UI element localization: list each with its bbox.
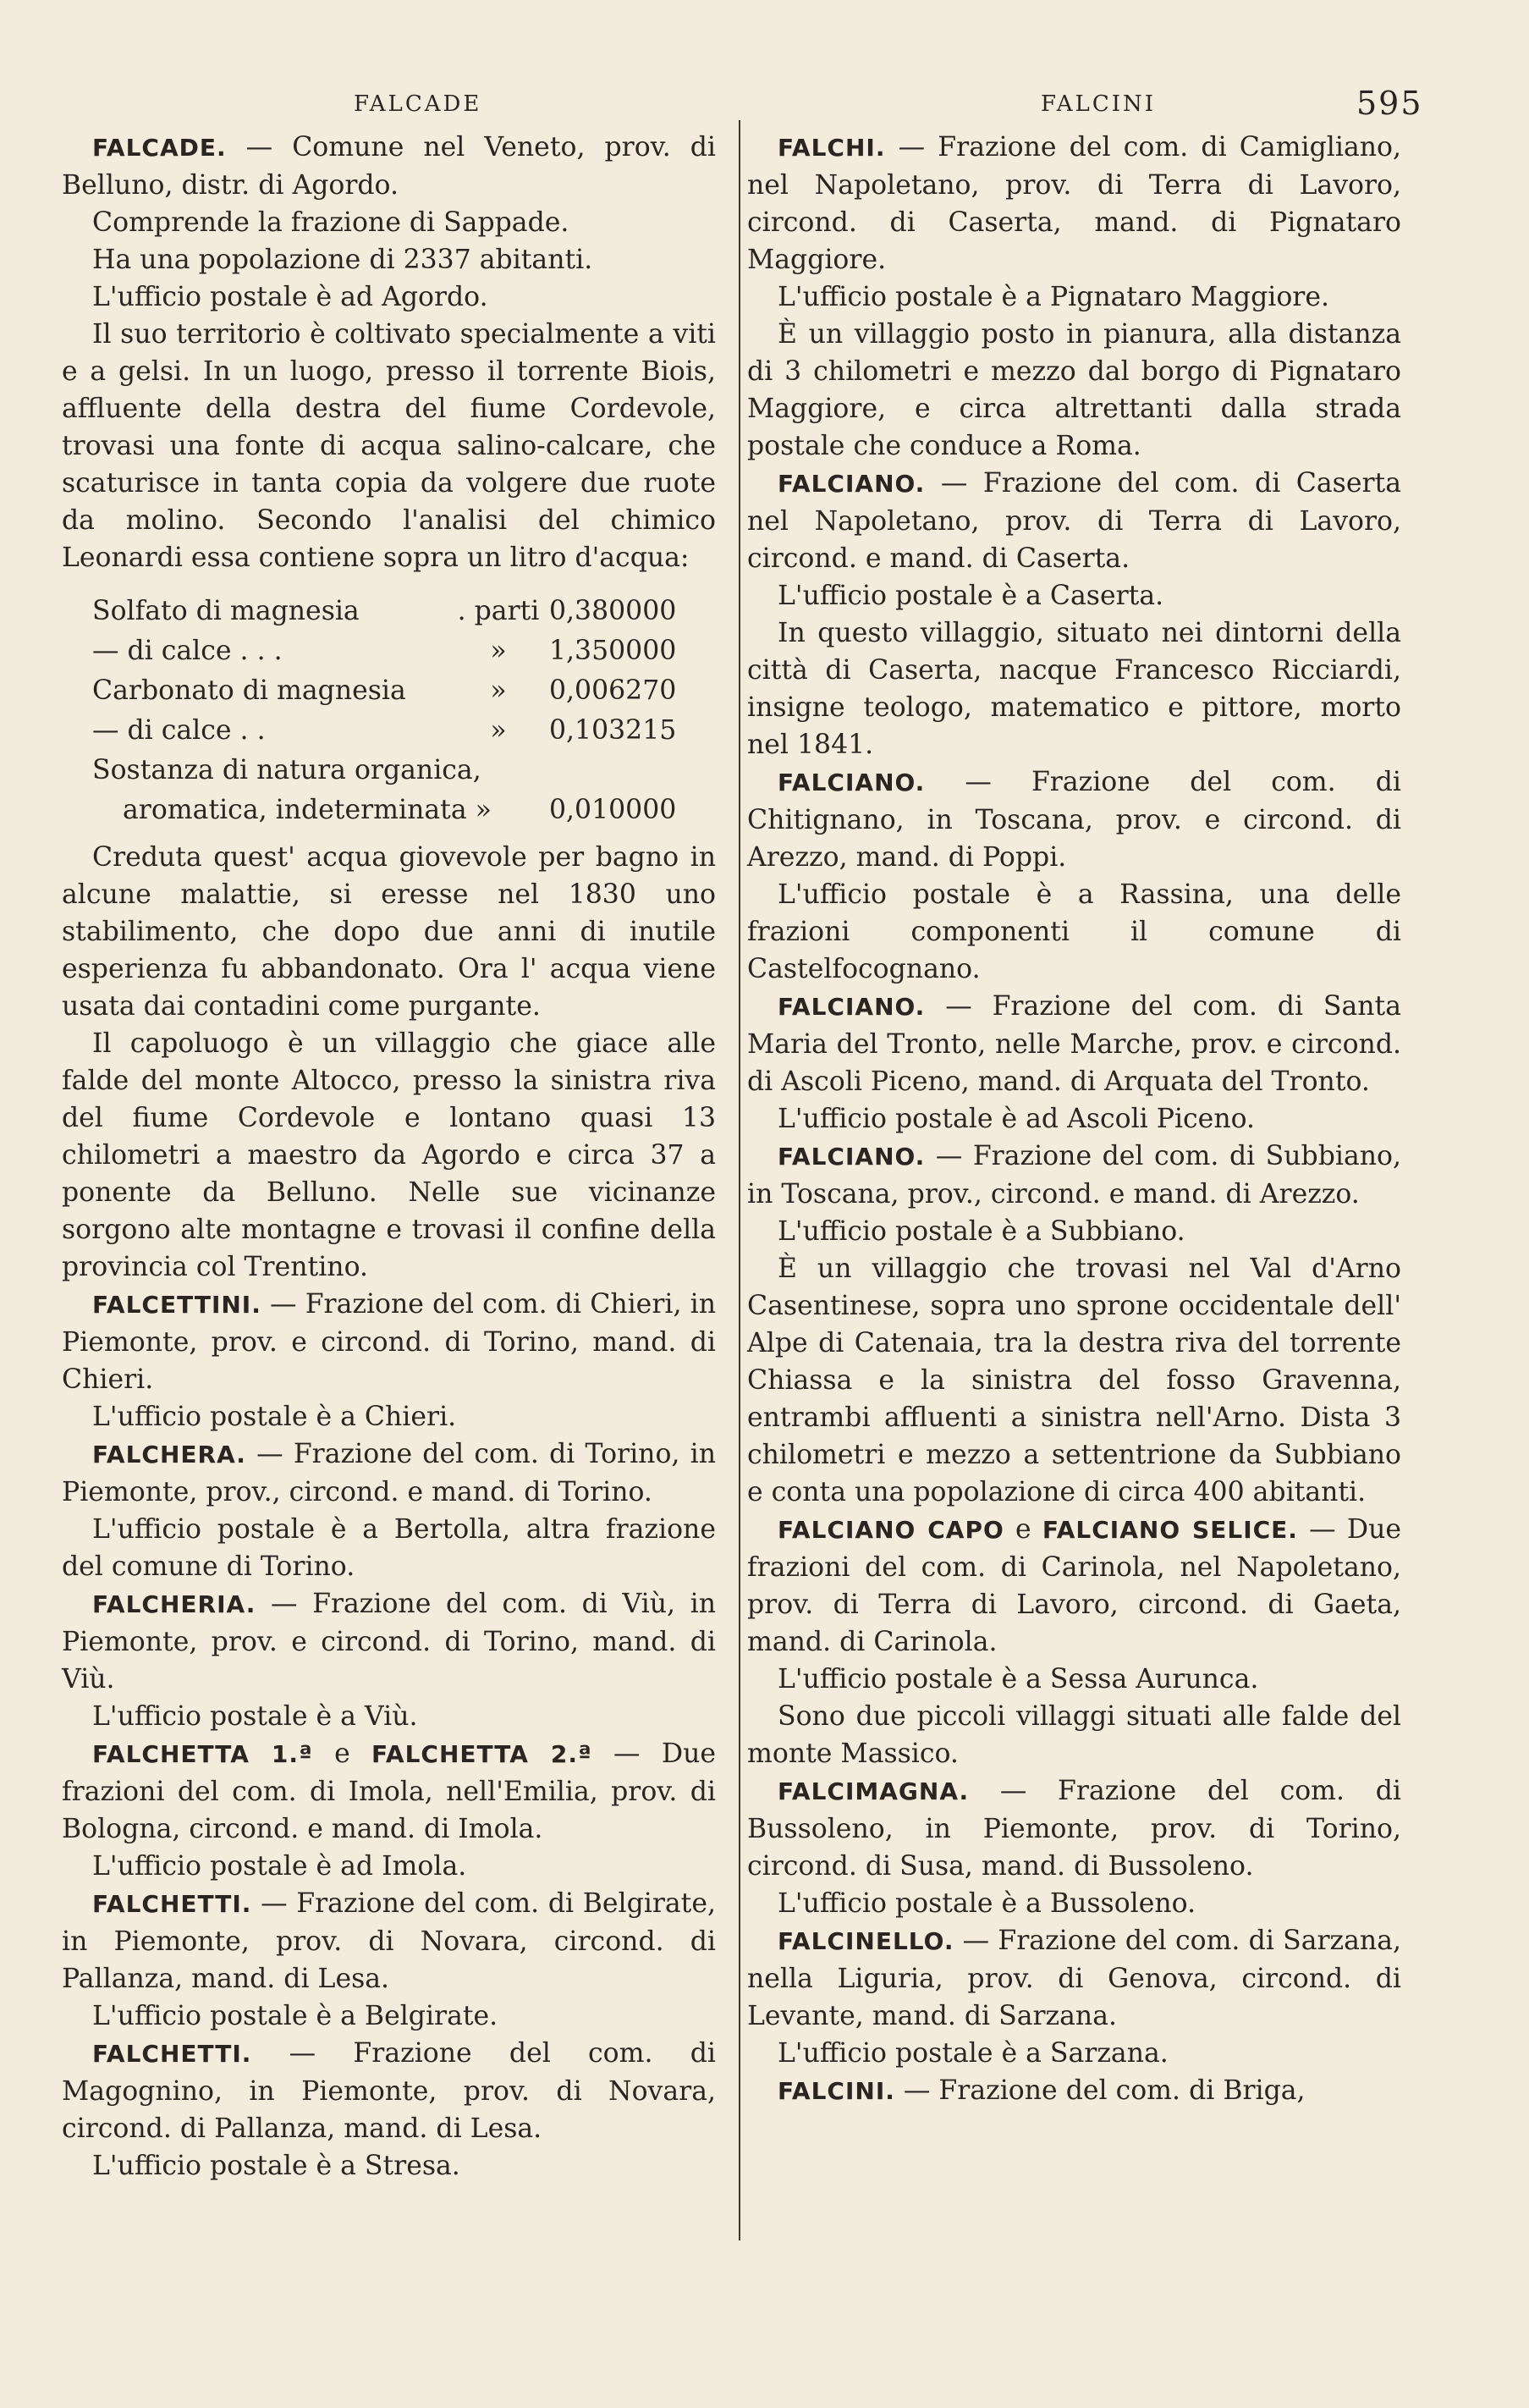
analysis-substance: Carbonato di magnesia: [92, 675, 406, 706]
entry-body: — Frazione del com. di Torino, in Piemonte, prov., circond. e mand. di Torino.: [62, 1439, 716, 1507]
entry-falciano-capo-selice: [747, 1511, 1401, 1661]
entry-headword: FALCHERIA.: [92, 1590, 256, 1618]
entry-headword: FALCINELLO.: [778, 1927, 954, 1955]
entry-falcettini: [62, 1286, 716, 1398]
entry-headword: FALCHI.: [778, 134, 886, 162]
entry-headword: FALCHETTA 2.ª: [371, 1740, 592, 1768]
analysis-row: [92, 711, 714, 751]
postal-note: L'ufficio postale è a Sarzana.: [778, 2038, 1169, 2069]
entry-headword: FALCHERA.: [92, 1441, 246, 1468]
paragraph: Comprende la frazione di Sappade.: [92, 207, 569, 238]
entry-falcini: [747, 2072, 1401, 2110]
analysis-substance: — di calce . .: [92, 715, 266, 746]
entry-connector: e: [312, 1738, 371, 1769]
analysis-value: 0,006270: [549, 675, 677, 706]
entry-headword: FALCINI.: [778, 2077, 895, 2105]
analysis-substance: aromatica, indeterminata »: [123, 795, 492, 825]
postal-note: L'ufficio postale è a Viù.: [92, 1701, 418, 1732]
entry-body: — Due frazioni del com. di Carinola, nel Napoletano, prov. di Terra di Lavoro, circond. di Gaeta, mand. di Carinola.: [747, 1514, 1402, 1657]
analysis-value: 0,010000: [549, 795, 677, 825]
paragraph: Ha una popolazione di 2337 abitanti.: [92, 245, 593, 275]
entry-headword: FALCHETTA 1.ª: [92, 1740, 313, 1768]
analysis-value: 0,103215: [549, 715, 677, 746]
analysis-row: [92, 791, 714, 830]
paragraph: Creduta quest' acqua giovevole per bagno in alcune malattie, si eresse nel 1830 uno stabilimento, che dopo due anni di inutile esperienza fu abbandonato. Ora l' acqua viene usata dai contadini come purgante.: [62, 842, 716, 1022]
entry-headword: FALCADE.: [92, 134, 227, 162]
entry-falchetti-magognino: [62, 2035, 716, 2147]
left-column: [62, 129, 716, 2185]
paragraph: In questo villaggio, situato nei dintorni della città di Caserta, nacque Francesco Ricciardi, insigne teologo, matematico e pittore, morto nel 1841.: [747, 618, 1401, 760]
page-number: 595: [1356, 85, 1423, 122]
paragraph: Il capoluogo è un villaggio che giace alle falde del monte Altocco, presso la sinistra riva del fiume Cordevole e lontano quasi 13 chilometri a maestro da Agordo e circa 37 a ponente da Belluno. Nelle sue vicinanze sorgono alte montagne e trovasi il confine della provincia col Trentino.: [62, 1028, 716, 1282]
entry-connector: e: [1004, 1514, 1042, 1545]
analysis-row: [92, 751, 714, 791]
paragraph: Sono due piccoli villaggi situati alle falde del monte Massico.: [747, 1701, 1401, 1769]
entry-falciano-santa-maria: [747, 988, 1401, 1100]
analysis-substance: Solfato di magnesia: [92, 596, 360, 626]
entry-body: — Frazione del com. di Magognino, in Piemonte, prov. di Novara, circond. di Pallanza, mand. di Lesa.: [62, 2038, 716, 2144]
entry-headword: FALCIANO.: [778, 769, 926, 796]
postal-note: L'ufficio postale è a Stresa.: [92, 2151, 460, 2181]
analysis-unit: »: [490, 675, 507, 706]
entry-falcinello: [747, 1922, 1401, 2035]
analysis-value: 1,350000: [549, 636, 677, 666]
entry-falchera: [62, 1435, 716, 1511]
postal-note: L'ufficio postale è a Bussoleno.: [778, 1888, 1196, 1919]
postal-note: L'ufficio postale è a Caserta.: [778, 581, 1164, 611]
entry-falciano-chitignano: [747, 763, 1401, 876]
entry-body: — Frazione del com. di Subbiano, in Toscana, prov., circond. e mand. di Arezzo.: [747, 1141, 1401, 1210]
analysis-unit: »: [490, 636, 507, 666]
analysis-row: [92, 631, 714, 671]
entry-headword: FALCIANO SELICE.: [1042, 1516, 1298, 1544]
entry-headword: FALCIANO CAPO: [778, 1516, 1004, 1544]
entry-body: — Frazione del com. di Chieri, in Piemonte, prov. e circond. di Torino, mand. di Chieri.: [62, 1289, 716, 1395]
postal-note: L'ufficio postale è a Bertolla, altra frazione del comune di Torino.: [62, 1514, 716, 1582]
analysis-substance: Sostanza di natura organica,: [92, 755, 481, 785]
analysis-row: [92, 671, 714, 711]
entry-falcade: [62, 129, 716, 204]
entry-headword: FALCIANO.: [778, 1143, 926, 1171]
analysis-substance: — di calce . . .: [92, 636, 283, 666]
analysis-unit: »: [490, 715, 507, 746]
postal-note: L'ufficio postale è ad Ascoli Piceno.: [778, 1104, 1256, 1134]
entry-falchi: [747, 129, 1401, 278]
postal-note: L'ufficio postale è ad Imola.: [92, 1851, 467, 1882]
entry-headword: FALCIANO.: [778, 470, 926, 498]
water-analysis-table: [92, 592, 714, 830]
entry-body: — Frazione del com. di Viù, in Piemonte, prov. e circond. di Torino, mand. di Viù.: [62, 1589, 716, 1694]
paragraph: L'ufficio postale è ad Agordo.: [92, 282, 488, 312]
entry-body: — Frazione del com. di Bussoleno, in Piemonte, prov. di Torino, circond. di Susa, mand. di Bussoleno.: [747, 1776, 1401, 1882]
postal-note: L'ufficio postale è a Rassina, una delle frazioni componenti il comune di Castelfocognano.: [747, 879, 1401, 984]
right-column: [747, 129, 1401, 2110]
analysis-value: 0,380000: [549, 596, 677, 626]
entry-headword: FALCHETTI.: [92, 2040, 252, 2068]
running-header-right: FALCINI: [1041, 91, 1157, 117]
postal-note: L'ufficio postale è a Sessa Aurunca.: [778, 1664, 1259, 1694]
entry-falcimagna: [747, 1772, 1401, 1885]
entry-body: — Frazione del com. di Sarzana, nella Liguria, prov. di Genova, circond. di Levante, mand. di Sarzana.: [747, 1926, 1401, 2031]
entry-body: — Frazione del com. di Santa Maria del Tronto, nelle Marche, prov. e circond. di Ascoli Piceno, mand. di Arquata del Tronto.: [747, 991, 1401, 1097]
postal-note: L'ufficio postale è a Chieri.: [92, 1402, 457, 1432]
entry-body: — Frazione del com. di Belgirate, in Piemonte, prov. di Novara, circond. di Pallanza, mand. di Lesa.: [62, 1888, 716, 1994]
entry-headword: FALCIANO.: [778, 993, 926, 1021]
entry-headword: FALCHETTI.: [92, 1890, 252, 1918]
entry-falchetta: [62, 1735, 716, 1848]
paragraph: È un villaggio che trovasi nel Val d'Arno Casentinese, sopra uno sprone occidentale dell' Alpe di Catenaia, tra la destra riva del torrente Chiassa e la sinistra del fosso Gravenna, entrambi affluenti a sinistra nell'Arno. Dista 3 chilometri e mezzo a settentrione da Subbiano e conta una popolazione di circa 400 abitanti.: [747, 1254, 1401, 1507]
entry-body: — Comune nel Veneto, prov. di Belluno, distr. di Agordo.: [62, 132, 716, 201]
entry-body: — Due frazioni del com. di Imola, nell'Emilia, prov. di Bologna, circond. e mand. di Imola.: [62, 1738, 717, 1844]
entry-body: — Frazione del com. di Caserta nel Napoletano, prov. di Terra di Lavoro, circond. e mand. di Caserta.: [747, 468, 1401, 574]
paragraph: Il suo territorio è coltivato specialmente a viti e a gelsi. In un luogo, presso il torrente Biois, affluente della destra del fiume Cordevole, trovasi una fonte di acqua salino-calcare, che scaturisce in tanta copia da volgere due ruote da molino. Secondo l'analisi del chimico Leonardi essa contiene sopra un litro d'acqua:: [62, 319, 716, 573]
postal-note: L'ufficio postale è a Subbiano.: [778, 1216, 1185, 1247]
entry-falcheria: [62, 1585, 716, 1698]
entry-falciano-subbiano: [747, 1138, 1401, 1213]
entry-headword: FALCIMAGNA.: [778, 1777, 970, 1805]
entry-body: — Frazione del com. di Briga,: [894, 2075, 1306, 2106]
running-header-left: FALCADE: [354, 91, 482, 117]
entry-falciano-caserta: [747, 465, 1401, 577]
column-divider: [739, 120, 740, 2240]
entry-body: — Frazione del com. di Camigliano, nel Napoletano, prov. di Terra di Lavoro, circond. di Caserta, mand. di Pignataro Maggiore.: [747, 132, 1401, 275]
paragraph: È un villaggio posto in pianura, alla distanza di 3 chilometri e mezzo dal borgo di Pignataro Maggiore, e circa altrettanti dalla strada postale che conduce a Roma.: [747, 319, 1401, 461]
entry-headword: FALCETTINI.: [92, 1291, 261, 1319]
analysis-row: [92, 592, 714, 631]
entry-body: — Frazione del com. di Chitignano, in Toscana, prov. e circond. di Arezzo, mand. di Poppi.: [747, 767, 1401, 873]
entry-falchetti-belgirate: [62, 1885, 716, 1997]
postal-note: L'ufficio postale è a Belgirate.: [92, 2001, 498, 2031]
analysis-unit: . parti: [457, 596, 540, 626]
postal-note: L'ufficio postale è a Pignataro Maggiore.: [778, 282, 1330, 312]
